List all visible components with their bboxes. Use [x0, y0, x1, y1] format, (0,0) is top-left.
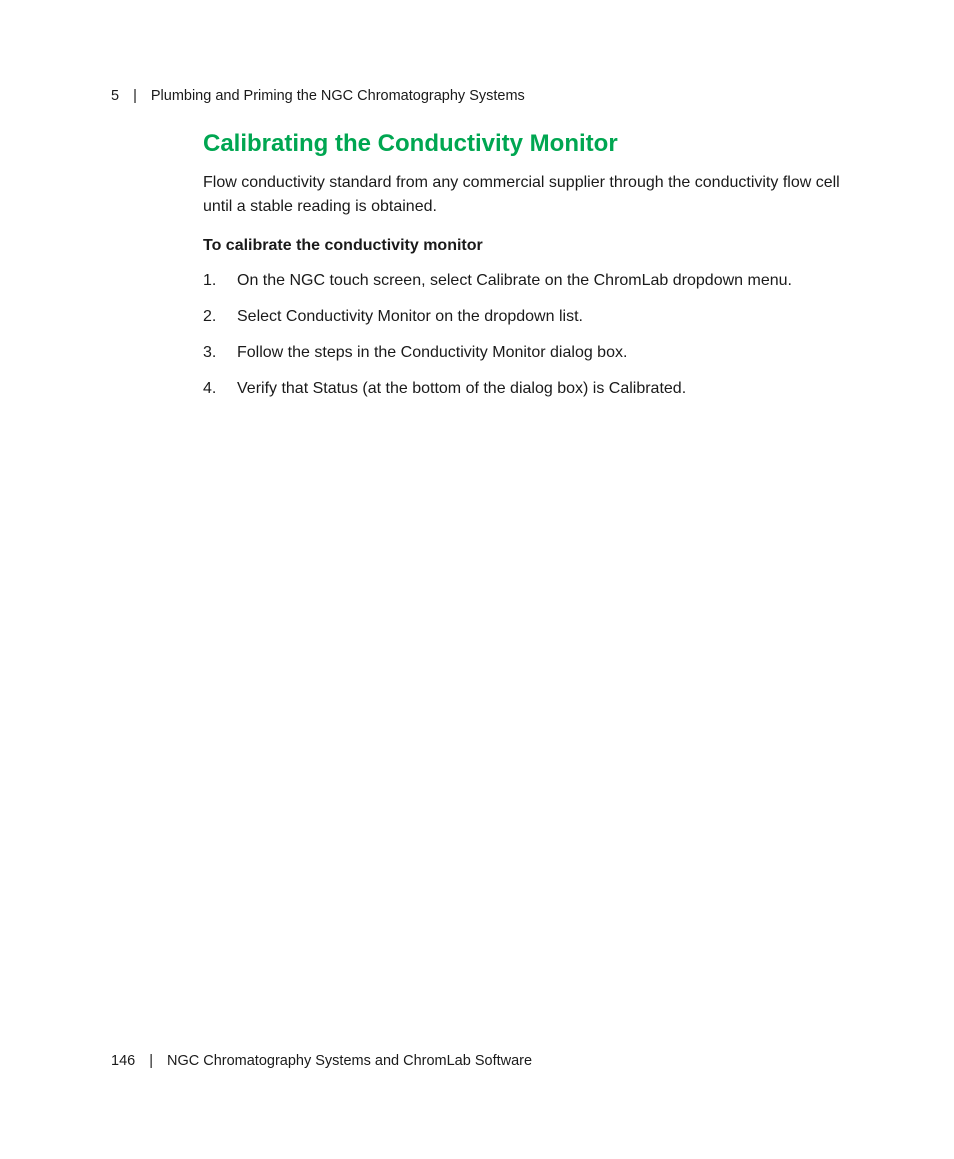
- step-item: [203, 306, 863, 328]
- step-item: [203, 270, 863, 292]
- step-item: [203, 342, 863, 364]
- step-text: Follow the steps in the Conductivity Monitor dialog box.: [237, 344, 628, 361]
- header-separator: |: [133, 88, 137, 104]
- step-item: [203, 378, 863, 400]
- running-footer: [111, 1052, 532, 1070]
- intro-paragraph: Flow conductivity standard from any commercial supplier through the conductivity flow cell until a stable reading is obtained.: [203, 174, 840, 215]
- procedure-heading: To calibrate the conductivity monitor: [203, 237, 483, 254]
- step-text: Verify that Status (at the bottom of the dialog box) is Calibrated.: [237, 380, 687, 397]
- step-text: Select Conductivity Monitor on the dropdown list.: [237, 308, 583, 325]
- chapter-number: 5: [111, 88, 120, 104]
- page-number: 146: [111, 1053, 136, 1069]
- book-title: NGC Chromatography Systems and ChromLab Software: [166, 1053, 533, 1069]
- step-text: On the NGC touch screen, select Calibrate on the ChromLab dropdown menu.: [237, 272, 792, 289]
- section-title: Calibrating the Conductivity Monitor: [203, 130, 618, 157]
- running-header: [111, 87, 525, 105]
- page-content: [203, 128, 863, 414]
- footer-separator: |: [149, 1053, 153, 1069]
- procedure-steps: [203, 270, 863, 400]
- chapter-title: Plumbing and Priming the NGC Chromatography Systems: [150, 88, 525, 104]
- step-number: 3.: [203, 344, 217, 361]
- step-number: 4.: [203, 380, 217, 397]
- step-number: 2.: [203, 308, 217, 325]
- step-number: 1.: [203, 272, 217, 289]
